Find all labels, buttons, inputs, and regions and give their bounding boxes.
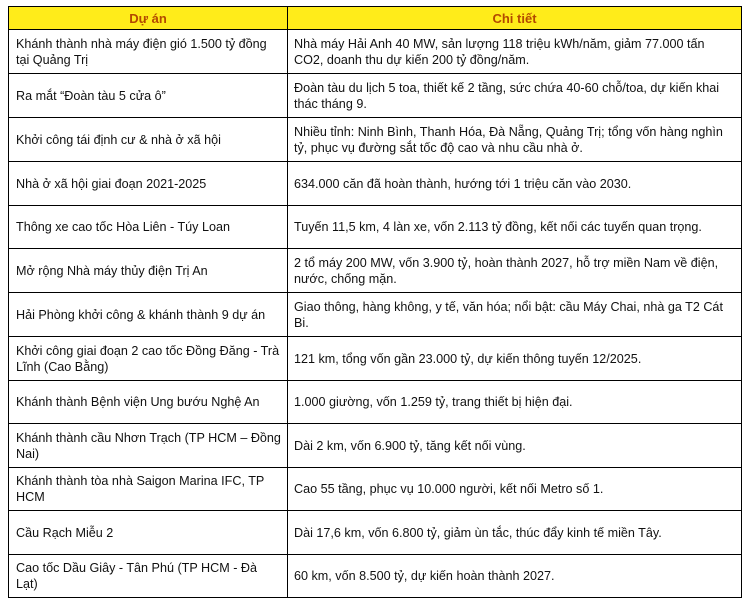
table-row [9, 206, 742, 249]
projects-table [8, 6, 742, 598]
header-project: Dự án [9, 7, 288, 30]
project-name: Ra mắt “Đoàn tàu 5 cửa ô” [9, 74, 288, 118]
project-detail: 2 tổ máy 200 MW, vốn 3.900 tỷ, hoàn thành 2027, hỗ trợ miền Nam về điện, nước, chống mặn. [288, 249, 742, 293]
table-row [9, 293, 742, 337]
table-row [9, 337, 742, 381]
project-detail: 121 km, tổng vốn gần 23.000 tỷ, dự kiến thông tuyến 12/2025. [288, 337, 742, 381]
project-detail: Nhà máy Hải Anh 40 MW, sản lượng 118 triệu kWh/năm, giảm 77.000 tấn CO2, doanh thu dự kiến 200 tỷ đồng/năm. [288, 30, 742, 74]
table-row [9, 249, 742, 293]
project-name: Cao tốc Dầu Giây - Tân Phú (TP HCM - Đà Lạt) [9, 555, 288, 598]
project-name: Khánh thành Bệnh viện Ung bướu Nghệ An [9, 381, 288, 424]
project-name: Khánh thành tòa nhà Saigon Marina IFC, TP HCM [9, 468, 288, 511]
project-detail: Dài 2 km, vốn 6.900 tỷ, tăng kết nối vùng. [288, 424, 742, 468]
table-row [9, 30, 742, 74]
table-row [9, 468, 742, 511]
project-detail: Đoàn tàu du lịch 5 toa, thiết kế 2 tầng, sức chứa 40-60 chỗ/toa, dự kiến khai thác tháng 9. [288, 74, 742, 118]
table-row [9, 511, 742, 555]
header-detail: Chi tiết [288, 7, 742, 30]
project-name: Nhà ở xã hội giai đoạn 2021-2025 [9, 162, 288, 206]
table-row [9, 555, 742, 598]
project-name: Mở rộng Nhà máy thủy điện Trị An [9, 249, 288, 293]
project-detail: 634.000 căn đã hoàn thành, hướng tới 1 triệu căn vào 2030. [288, 162, 742, 206]
project-name: Khánh thành nhà máy điện gió 1.500 tỷ đồng tại Quảng Trị [9, 30, 288, 74]
project-name: Thông xe cao tốc Hòa Liên - Túy Loan [9, 206, 288, 249]
table-row [9, 162, 742, 206]
table-row [9, 74, 742, 118]
project-name: Khởi công tái định cư & nhà ở xã hội [9, 118, 288, 162]
table-row [9, 424, 742, 468]
table-row [9, 118, 742, 162]
project-detail: Tuyến 11,5 km, 4 làn xe, vốn 2.113 tỷ đồng, kết nối các tuyến quan trọng. [288, 206, 742, 249]
project-detail: Cao 55 tầng, phục vụ 10.000 người, kết nối Metro số 1. [288, 468, 742, 511]
projects-table-container [8, 6, 741, 598]
project-name: Cầu Rạch Miễu 2 [9, 511, 288, 555]
project-detail: 60 km, vốn 8.500 tỷ, dự kiến hoàn thành 2027. [288, 555, 742, 598]
project-detail: Giao thông, hàng không, y tế, văn hóa; nổi bật: cầu Máy Chai, nhà ga T2 Cát Bi. [288, 293, 742, 337]
project-name: Khánh thành cầu Nhơn Trạch (TP HCM – Đồng Nai) [9, 424, 288, 468]
project-detail: Nhiều tỉnh: Ninh Bình, Thanh Hóa, Đà Nẵng, Quảng Trị; tổng vốn hàng nghìn tỷ, phục vụ đường sắt tốc độ cao và nhu cầu nhà ở. [288, 118, 742, 162]
project-detail: 1.000 giường, vốn 1.259 tỷ, trang thiết bị hiện đại. [288, 381, 742, 424]
table-row [9, 381, 742, 424]
header-row [9, 7, 742, 30]
project-detail: Dài 17,6 km, vốn 6.800 tỷ, giảm ùn tắc, thúc đẩy kinh tế miền Tây. [288, 511, 742, 555]
project-name: Hải Phòng khởi công & khánh thành 9 dự án [9, 293, 288, 337]
project-name: Khởi công giai đoạn 2 cao tốc Đồng Đăng - Trà Lĩnh (Cao Bằng) [9, 337, 288, 381]
